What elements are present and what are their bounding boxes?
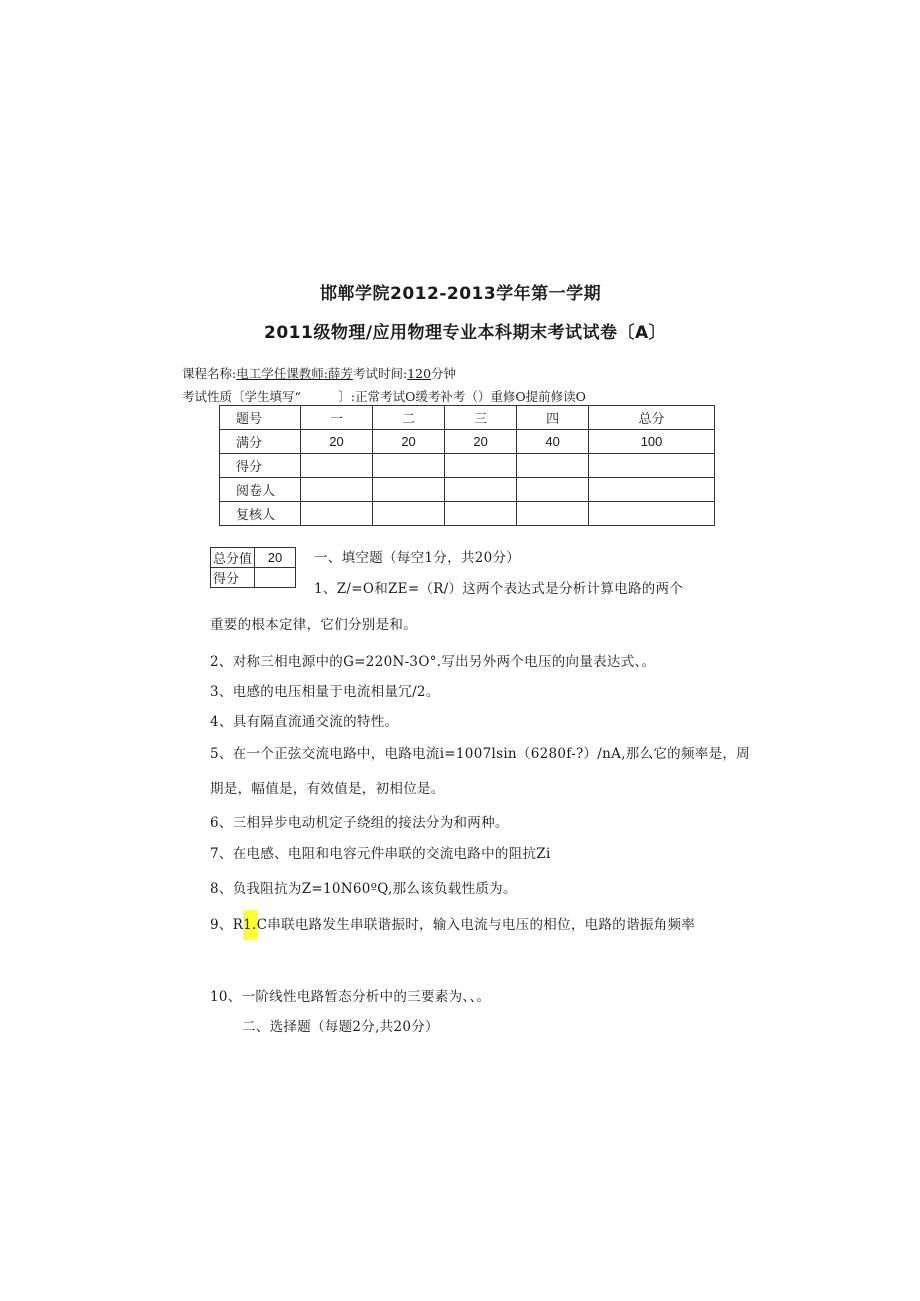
question-9	[210, 910, 695, 940]
question-1-line1: 1、Z/=O和ZE=（R/）这两个表达式是分析计算电路的两个	[314, 581, 684, 597]
table-cell	[301, 478, 373, 502]
table-cell	[589, 454, 715, 478]
table-cell: 复核人	[220, 502, 301, 526]
question-9-prefix: 9、R	[210, 917, 244, 933]
section1-score-box	[210, 547, 296, 588]
question-7: 7、在电感、电阻和电容元件串联的交流电路中的阻抗Zi	[210, 846, 551, 862]
section2-heading: 二、选择题（每题2分,共20分）	[242, 1019, 439, 1035]
question-10: 10、一阶线性电路暂态分析中的三要素为、、。	[210, 989, 491, 1005]
exam-title-line1: 邯郸学院2012-2013学年第一学期	[320, 284, 602, 304]
question-9-text: C串联电路发生串联谐振时，输入电流与电压的相位，电路的谐振角频率	[256, 917, 696, 933]
table-cell	[589, 478, 715, 502]
question-2: 2、对称三相电源中的G=220N-3O°.写出另外两个电压的向量表达式、。	[210, 654, 656, 670]
table-cell	[517, 502, 589, 526]
table-cell	[445, 478, 517, 502]
highlight-mark: 1.	[243, 910, 256, 940]
table-cell	[373, 478, 445, 502]
table-cell: 总分	[589, 406, 715, 430]
table-cell: 满分	[220, 430, 301, 454]
exam-nature-line: 考试性质〔学生填写“ 〕:正常考试O缓考补考（）重修O提前修读O	[182, 389, 586, 404]
time-value: 120	[407, 366, 432, 381]
teacher-name: :薛芳	[323, 366, 353, 381]
question-1-line2: 重要的根本定律，它们分别是和。	[210, 617, 417, 633]
table-cell	[301, 454, 373, 478]
table-row	[220, 454, 715, 478]
table-row	[220, 502, 715, 526]
table-cell	[517, 478, 589, 502]
table-cell	[445, 454, 517, 478]
table-cell: 100	[589, 430, 715, 454]
table-row	[220, 430, 715, 454]
table-cell	[517, 454, 589, 478]
score-table-header-row	[220, 406, 715, 430]
table-cell	[373, 454, 445, 478]
table-cell	[373, 502, 445, 526]
table-cell: 题号	[220, 406, 301, 430]
table-cell	[301, 502, 373, 526]
course-info-line	[182, 364, 456, 382]
total-value: 20	[255, 548, 296, 568]
question-8: 8、负我阻抗为Z=10N60ºQ,那么该负载性质为。	[210, 881, 517, 897]
table-cell: 一	[301, 406, 373, 430]
table-cell: 四	[517, 406, 589, 430]
table-cell: 阅卷人	[220, 478, 301, 502]
table-cell: 二	[373, 406, 445, 430]
total-value-label: 总分值	[211, 548, 255, 568]
question-5-line1: 5、在一个正弦交流电路中，电路电流i=1007lsin（6280f-?）/nA,那么它的频率是，周	[210, 746, 750, 762]
table-row	[211, 548, 296, 568]
table-cell: 20	[373, 430, 445, 454]
question-3: 3、电感的电压相量于电流相量冗/2。	[210, 684, 440, 700]
table-cell	[445, 502, 517, 526]
score-value-empty	[255, 568, 296, 588]
question-4: 4、具有隔直流通交流的特性。	[210, 714, 399, 730]
table-row	[211, 568, 296, 588]
question-6: 6、三相异步电动机定子绕组的接法分为和两种。	[210, 815, 509, 831]
time-unit: 分钟	[431, 366, 457, 381]
table-cell: 得分	[220, 454, 301, 478]
table-row	[220, 478, 715, 502]
table-cell: 20	[301, 430, 373, 454]
time-label: 考试时间:	[352, 366, 408, 381]
course-label: 课程名称:	[182, 366, 237, 381]
table-cell	[589, 502, 715, 526]
question-5-line2: 期是，幅值是，有效值是，初相位是。	[210, 781, 445, 797]
table-cell: 三	[445, 406, 517, 430]
table-cell: 40	[517, 430, 589, 454]
table-cell: 20	[445, 430, 517, 454]
score-table	[219, 405, 715, 526]
section1-heading: 一、填空题（每空1分，共20分）	[314, 550, 521, 566]
course-name: 电工学任课教师	[236, 366, 324, 381]
score-label: 得分	[211, 568, 255, 588]
exam-title-line2: 2011级物理/应用物理专业本科期末考试试卷〔A〕	[264, 323, 667, 343]
